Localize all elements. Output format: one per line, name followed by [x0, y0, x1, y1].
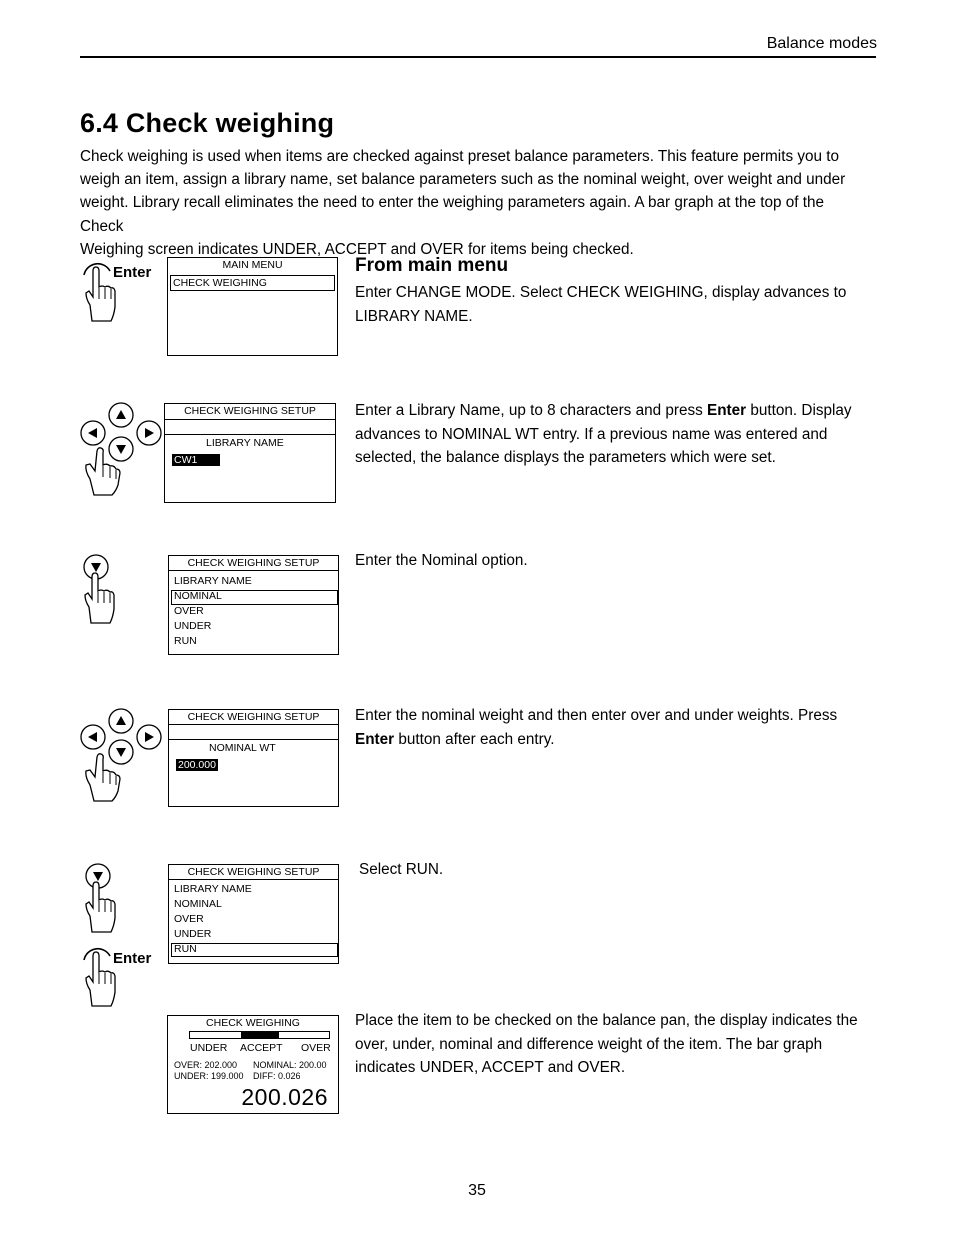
- page-number: 35: [468, 1182, 486, 1199]
- display-nominal-wt: [168, 709, 339, 807]
- display-check-weighing: [167, 1015, 339, 1114]
- accept-bar-fill: [241, 1032, 279, 1039]
- text-line: Enter the nominal weight and then enter over and under weights. Press: [355, 707, 838, 724]
- text-line: selected, the balance displays the parameters which were set.: [355, 449, 776, 466]
- text-line: [355, 728, 875, 752]
- menu-item-run: RUN: [174, 943, 197, 955]
- bar-label-over: OVER: [301, 1042, 331, 1054]
- text-span: Enter a Library Name, up to 8 characters and press: [355, 402, 708, 419]
- bar-label-accept: ACCEPT: [240, 1042, 283, 1054]
- screen-title: MAIN MENU: [222, 259, 283, 271]
- intro-line: Check: [80, 217, 124, 235]
- screen-title: CHECK WEIGHING SETUP: [187, 866, 320, 878]
- display-main-menu: [167, 257, 338, 356]
- display-setup-menu: [168, 555, 339, 655]
- title-rule: [165, 419, 335, 420]
- step3-text: Enter the Nominal option.: [355, 552, 528, 569]
- text-line: Place the item to be checked on the balance pan, the display indicates the: [355, 1012, 858, 1029]
- display-library-name: [164, 403, 336, 503]
- screen-title: CHECK WEIGHING SETUP: [184, 405, 316, 417]
- title-rule: [169, 739, 338, 740]
- text-line: over, under, nominal and difference weight of the item. The bar graph: [355, 1035, 823, 1053]
- title-rule: [169, 724, 338, 725]
- menu-item-check-weighing: CHECK WEIGHING: [173, 277, 267, 289]
- bar-label-under: UNDER: [190, 1042, 228, 1054]
- arrow-keypad-icon: [78, 707, 166, 805]
- intro-paragraph: [80, 145, 870, 261]
- title-rule: [169, 570, 338, 571]
- step4-text: [355, 704, 875, 751]
- enter-bold: Enter: [355, 730, 395, 748]
- screen-title: CHECK WEIGHING SETUP: [187, 711, 320, 723]
- field-label: LIBRARY NAME: [206, 437, 284, 449]
- menu-item-nominal: NOMINAL: [174, 590, 222, 602]
- title-rule: [169, 879, 338, 880]
- weight-reading: 200.026: [241, 1084, 328, 1110]
- text-span: button. Display: [746, 402, 852, 419]
- screen-title: CHECK WEIGHING SETUP: [187, 557, 320, 569]
- library-name-value: CW1: [172, 454, 220, 466]
- over-readout: OVER: 202.000: [174, 1060, 238, 1070]
- step5-text: Select RUN.: [359, 861, 444, 878]
- under-readout: UNDER: 199.000: [174, 1071, 244, 1081]
- intro-line: weigh an item, assign a library name, set balance parameters such as the nominal weight, over weight and under: [80, 171, 846, 189]
- text-line: Enter CHANGE MODE. Select CHECK WEIGHING, display advances to: [355, 284, 847, 301]
- running-header: Balance modes: [766, 35, 877, 52]
- nominal-readout: NOMINAL: 200.00: [253, 1060, 327, 1070]
- intro-line: Weighing screen indicates UNDER, ACCEPT and OVER for items being checked.: [80, 240, 634, 258]
- down-arrow-press-icon: [80, 862, 120, 934]
- diff-readout: DIFF: 0.026: [253, 1071, 301, 1081]
- nominal-value: 200.000: [178, 759, 216, 771]
- step1-text: [355, 281, 875, 328]
- header-rule: [80, 56, 876, 58]
- menu-item: RUN: [174, 635, 197, 647]
- menu-item: OVER: [174, 605, 204, 617]
- screen-title: CHECK WEIGHING: [206, 1017, 300, 1029]
- intro-line: Check weighing is used when items are checked against preset balance parameters. This feature permits you to: [80, 148, 840, 165]
- step2-text: [355, 399, 875, 470]
- menu-item: UNDER: [174, 928, 212, 940]
- text-span: button after each entry.: [394, 730, 555, 748]
- menu-item: LIBRARY NAME: [174, 883, 252, 895]
- text-line: [355, 399, 875, 423]
- display-setup-run: [168, 864, 339, 964]
- enter-bold: Enter: [707, 402, 747, 419]
- enter-key-label: Enter: [113, 950, 152, 967]
- menu-item: NOMINAL: [174, 898, 222, 910]
- menu-item: LIBRARY NAME: [174, 575, 252, 587]
- step6-text: [355, 1009, 870, 1080]
- menu-item: OVER: [174, 913, 204, 925]
- menu-item: UNDER: [174, 620, 212, 632]
- down-arrow-press-icon: [80, 553, 120, 625]
- text-line: LIBRARY NAME.: [355, 307, 473, 325]
- text-line: indicates UNDER, ACCEPT and OVER.: [355, 1059, 626, 1076]
- title-rule: [165, 434, 335, 435]
- arrow-keypad-icon: [78, 401, 166, 499]
- intro-line: weight. Library recall eliminates the need to enter the weighing parameters again. A bar graph at the top of the: [80, 194, 825, 212]
- enter-key-label: Enter: [113, 264, 152, 281]
- text-line: advances to NOMINAL WT entry. If a previous name was entered and: [355, 425, 828, 443]
- field-label: NOMINAL WT: [209, 742, 276, 754]
- section-title: 6.4 Check weighing: [80, 108, 335, 138]
- subsection-title: From main menu: [355, 255, 509, 276]
